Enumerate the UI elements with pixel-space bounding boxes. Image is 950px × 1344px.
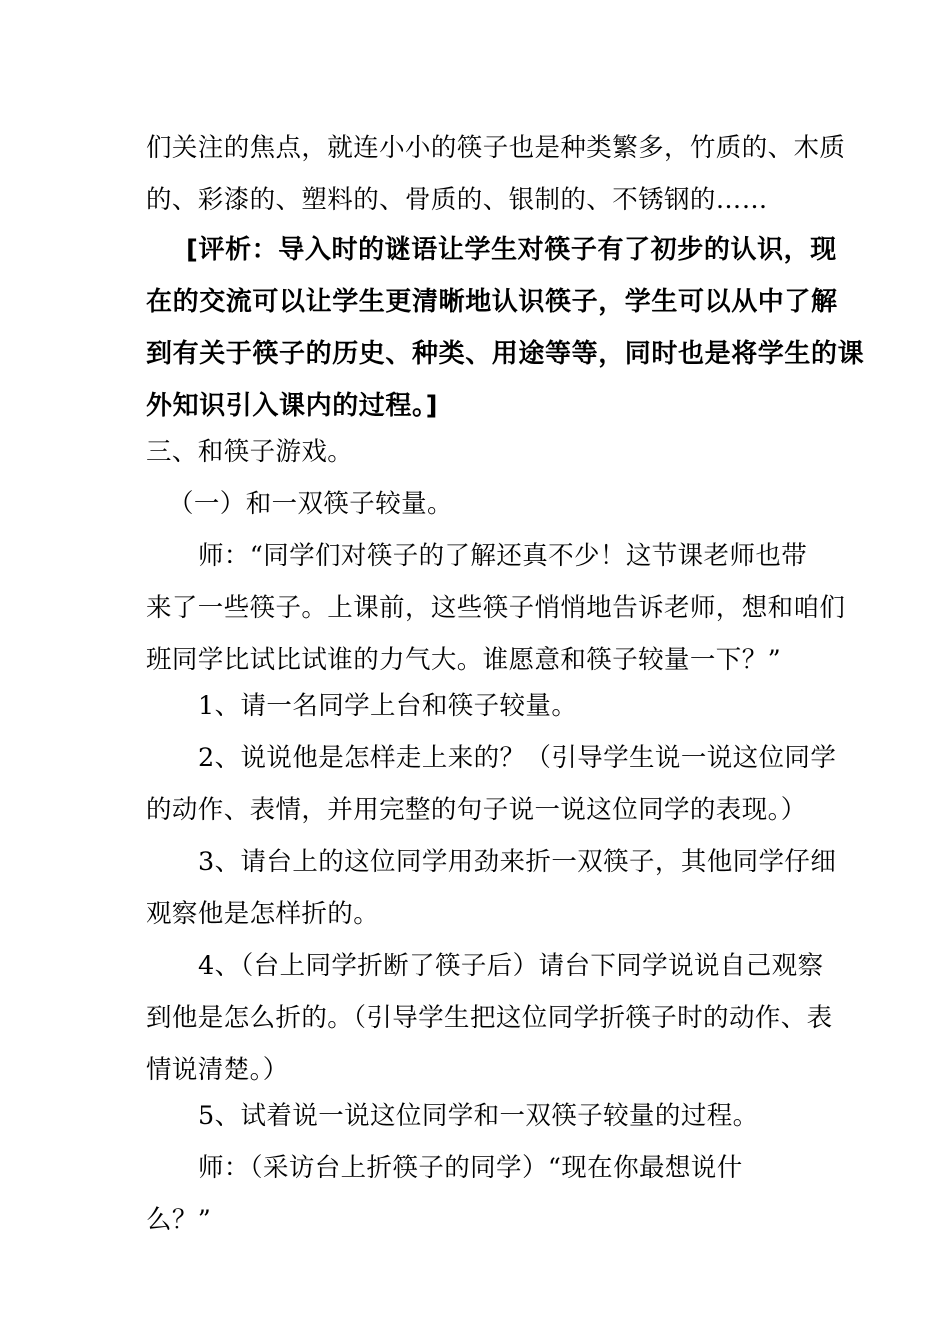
step-3-line-1: 3、请台上的这位同学用劲来折一双筷子，其他同学仔细: [198, 847, 837, 877]
step-3-line-2: 观察他是怎样折的。: [146, 899, 380, 929]
teacher1-line-2: 来了一些筷子。上课前，这些筷子悄悄地告诉老师，想和咱们: [146, 593, 846, 623]
step-4-line-2: 到他是怎么折的。（引导学生把这位同学折筷子时的动作、表: [146, 1003, 833, 1033]
step-4-line-3: 情说清楚。）: [146, 1055, 289, 1085]
comment-line-1: [评析：导入时的谜语让学生对筷子有了初步的认识，现: [186, 235, 837, 265]
step-2-line-2: 的动作、表情，并用完整的句子说一说这位同学的表现。）: [146, 795, 807, 825]
comment-line-2: 在的交流可以让学生更清晰地认识筷子，学生可以从中了解: [146, 287, 838, 317]
teacher1-line-1: 师：“同学们对筷子的了解还真不少！这节课老师也带: [198, 541, 808, 571]
teacher2-line-1: 师：（采访台上折筷子的同学）“现在你最想说什: [198, 1153, 743, 1183]
comment-line-4: 外知识引入课内的过程。]: [146, 391, 439, 421]
section-heading: 三、和筷子游戏。: [146, 437, 354, 467]
step-5: 5、试着说一说这位同学和一双筷子较量的过程。: [198, 1101, 759, 1131]
intro-line-2: 的、彩漆的、塑料的、骨质的、银制的、不锈钢的……: [146, 185, 768, 215]
teacher1-line-3: 班同学比试比试谁的力气大。谁愿意和筷子较量一下？”: [146, 645, 782, 675]
teacher2-line-2: 么？”: [146, 1205, 212, 1235]
comment-line-3: 到有关于筷子的历史、种类、用途等等，同时也是将学生的课: [146, 339, 865, 369]
step-4-line-1: 4、（台上同学折断了筷子后）请台下同学说说自己观察: [198, 951, 824, 981]
step-1: 1、请一名同学上台和筷子较量。: [198, 691, 578, 721]
subsection-heading: （一）和一双筷子较量。: [168, 489, 453, 519]
step-2-line-1: 2、说说他是怎样走上来的？（引导学生说一说这位同学: [198, 743, 837, 773]
intro-line-1: 们关注的焦点，就连小小的筷子也是种类繁多，竹质的、木质: [146, 133, 846, 163]
